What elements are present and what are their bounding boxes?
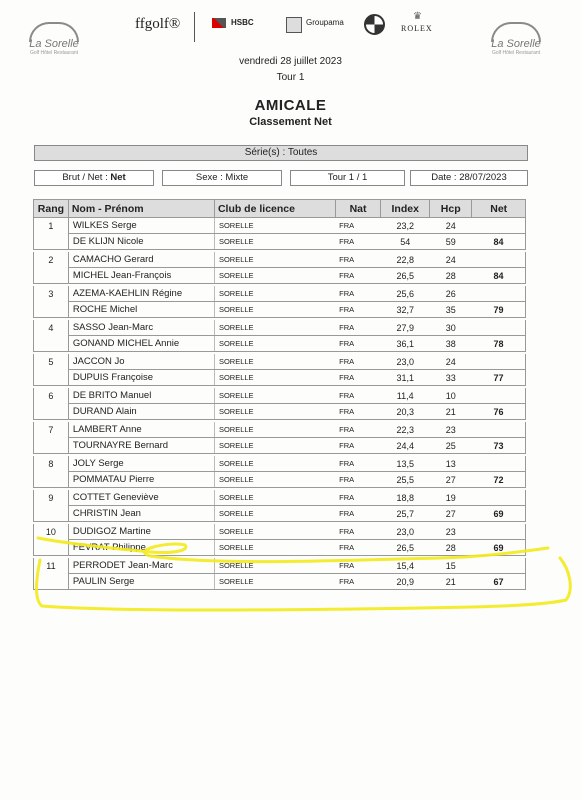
net-cell — [472, 320, 526, 336]
net-cell — [472, 218, 526, 234]
table-row — [34, 456, 526, 472]
rang-cell — [34, 438, 69, 454]
rang-cell — [34, 302, 69, 318]
hcp-cell: 59 — [430, 234, 472, 250]
club-cell: SORELLE — [214, 234, 335, 250]
table-row — [34, 472, 526, 488]
rang-cell — [34, 370, 69, 386]
index-cell: 23,0 — [381, 354, 430, 370]
table-row — [34, 218, 526, 234]
groupama-logo: Groupama — [306, 18, 344, 27]
index-cell: 18,8 — [381, 490, 430, 506]
nat-cell: FRA — [335, 472, 381, 488]
index-cell: 24,4 — [381, 438, 430, 454]
results-table — [33, 199, 526, 590]
index-cell: 26,5 — [381, 540, 430, 556]
net-cell: 84 — [472, 234, 526, 250]
table-row — [34, 354, 526, 370]
date-box: Date : 28/07/2023 — [410, 170, 528, 186]
club-cell: SORELLE — [214, 490, 335, 506]
net-cell — [472, 524, 526, 540]
player-name: POMMATAU Pierre — [68, 472, 214, 488]
index-cell: 23,2 — [381, 218, 430, 234]
player-name: DE BRITO Manuel — [68, 388, 214, 404]
index-cell: 32,7 — [381, 302, 430, 318]
nat-cell: FRA — [335, 438, 381, 454]
table-row — [34, 490, 526, 506]
competition-date: vendredi 28 juillet 2023 — [239, 56, 342, 67]
nat-cell: FRA — [335, 574, 381, 590]
net-cell: 77 — [472, 370, 526, 386]
rang-cell: 3 — [34, 286, 69, 302]
logo-left-sub: Golf Hôtel Restaurant — [29, 50, 79, 56]
club-cell: SORELLE — [214, 336, 335, 352]
nat-cell: FRA — [335, 490, 381, 506]
hcp-cell: 35 — [430, 302, 472, 318]
brut-net-value: Net — [110, 172, 126, 183]
club-cell: SORELLE — [214, 354, 335, 370]
table-row — [34, 286, 526, 302]
index-cell: 25,5 — [381, 472, 430, 488]
net-cell: 84 — [472, 268, 526, 284]
nat-cell: FRA — [335, 540, 381, 556]
net-cell — [472, 388, 526, 404]
table-row — [34, 234, 526, 250]
index-cell: 25,6 — [381, 286, 430, 302]
table-row — [34, 336, 526, 352]
hcp-cell: 21 — [430, 574, 472, 590]
rang-cell — [34, 268, 69, 284]
index-cell: 20,9 — [381, 574, 430, 590]
club-cell: SORELLE — [214, 456, 335, 472]
table-row — [34, 422, 526, 438]
series-bar: Série(s) : Toutes — [34, 145, 528, 161]
rang-cell — [34, 336, 69, 352]
net-cell: 67 — [472, 574, 526, 590]
net-cell: 73 — [472, 438, 526, 454]
header-hcp: Hcp — [430, 200, 472, 218]
club-cell: SORELLE — [214, 302, 335, 318]
header-nom: Nom - Prénom — [68, 200, 214, 218]
rolex-logo: ROLEX — [401, 24, 433, 33]
rang-cell — [34, 540, 69, 556]
hcp-cell: 28 — [430, 540, 472, 556]
player-name: SASSO Jean-Marc — [68, 320, 214, 336]
page-subtitle: Classement Net — [249, 116, 332, 128]
hcp-cell: 21 — [430, 404, 472, 420]
rang-cell — [34, 506, 69, 522]
rang-cell — [34, 234, 69, 250]
player-name: COTTET Geneviève — [68, 490, 214, 506]
club-cell: SORELLE — [214, 286, 335, 302]
hcp-cell: 38 — [430, 336, 472, 352]
club-cell: SORELLE — [214, 404, 335, 420]
club-cell: SORELLE — [214, 388, 335, 404]
table-row — [34, 302, 526, 318]
page-title: AMICALE — [254, 97, 327, 114]
rang-cell: 1 — [34, 218, 69, 234]
player-name: CAMACHO Gerard — [68, 252, 214, 268]
rang-cell: 5 — [34, 354, 69, 370]
club-cell: SORELLE — [214, 540, 335, 556]
table-row — [34, 388, 526, 404]
net-cell: 76 — [472, 404, 526, 420]
table-row — [34, 404, 526, 420]
rang-cell: 4 — [34, 320, 69, 336]
table-row — [34, 558, 526, 574]
table-row — [34, 438, 526, 454]
hcp-cell: 10 — [430, 388, 472, 404]
table-row — [34, 540, 526, 556]
hcp-cell: 15 — [430, 558, 472, 574]
player-name: MICHEL Jean-François — [68, 268, 214, 284]
hcp-cell: 23 — [430, 524, 472, 540]
header-nat: Nat — [335, 200, 381, 218]
nat-cell: FRA — [335, 268, 381, 284]
table-header-row — [34, 200, 526, 218]
nat-cell: FRA — [335, 286, 381, 302]
hcp-cell: 19 — [430, 490, 472, 506]
nat-cell: FRA — [335, 320, 381, 336]
sponsor-divider — [194, 12, 195, 42]
rang-cell — [34, 574, 69, 590]
club-cell: SORELLE — [214, 472, 335, 488]
index-cell: 54 — [381, 234, 430, 250]
header-rang: Rang — [34, 200, 69, 218]
club-cell: SORELLE — [214, 506, 335, 522]
club-cell: SORELLE — [214, 558, 335, 574]
index-cell: 20,3 — [381, 404, 430, 420]
rang-cell: 8 — [34, 456, 69, 472]
nat-cell: FRA — [335, 422, 381, 438]
nat-cell: FRA — [335, 302, 381, 318]
player-name: DURAND Alain — [68, 404, 214, 420]
nat-cell: FRA — [335, 354, 381, 370]
nat-cell: FRA — [335, 456, 381, 472]
hsbc-hexagon-icon — [212, 18, 226, 28]
rang-cell: 11 — [34, 558, 69, 574]
net-cell: 79 — [472, 302, 526, 318]
index-cell: 13,5 — [381, 456, 430, 472]
hcp-cell: 13 — [430, 456, 472, 472]
hcp-cell: 24 — [430, 218, 472, 234]
player-name: DUDIGOZ Martine — [68, 524, 214, 540]
groupama-icon — [286, 17, 302, 33]
net-cell — [472, 422, 526, 438]
index-cell: 22,8 — [381, 252, 430, 268]
index-cell: 22,3 — [381, 422, 430, 438]
hcp-cell: 28 — [430, 268, 472, 284]
nat-cell: FRA — [335, 218, 381, 234]
player-name: JOLY Serge — [68, 456, 214, 472]
ffgolf-logo: ffgolf® — [135, 16, 181, 32]
hcp-cell: 30 — [430, 320, 472, 336]
round-label: Tour 1 — [276, 72, 305, 83]
net-cell: 72 — [472, 472, 526, 488]
club-cell: SORELLE — [214, 574, 335, 590]
player-name: GONAND MICHEL Annie — [68, 336, 214, 352]
player-name: LAMBERT Anne — [68, 422, 214, 438]
player-name: TOURNAYRE Bernard — [68, 438, 214, 454]
table-row — [34, 252, 526, 268]
header-index: Index — [381, 200, 430, 218]
index-cell: 27,9 — [381, 320, 430, 336]
table-row — [34, 320, 526, 336]
hcp-cell: 24 — [430, 252, 472, 268]
nat-cell: FRA — [335, 370, 381, 386]
rang-cell: 7 — [34, 422, 69, 438]
player-name: ROCHE Michel — [68, 302, 214, 318]
nat-cell: FRA — [335, 404, 381, 420]
index-cell: 11,4 — [381, 388, 430, 404]
club-cell: SORELLE — [214, 218, 335, 234]
index-cell: 26,5 — [381, 268, 430, 284]
player-name: DE KLIJN Nicole — [68, 234, 214, 250]
player-name: PERRODET Jean-Marc — [68, 558, 214, 574]
hcp-cell: 26 — [430, 286, 472, 302]
rang-cell — [34, 404, 69, 420]
table-row — [34, 370, 526, 386]
net-cell — [472, 252, 526, 268]
nat-cell: FRA — [335, 558, 381, 574]
hcp-cell: 27 — [430, 472, 472, 488]
hcp-cell: 23 — [430, 422, 472, 438]
table-row — [34, 268, 526, 284]
header-club: Club de licence — [214, 200, 335, 218]
table-row — [34, 506, 526, 522]
player-name: PAULIN Serge — [68, 574, 214, 590]
logo-right-name: La Sorelle — [491, 38, 541, 50]
index-cell: 31,1 — [381, 370, 430, 386]
index-cell: 15,4 — [381, 558, 430, 574]
net-cell: 69 — [472, 506, 526, 522]
hsbc-logo: HSBC — [231, 18, 254, 27]
nat-cell: FRA — [335, 388, 381, 404]
index-cell: 36,1 — [381, 336, 430, 352]
player-name: FEVRAT Philippe — [68, 540, 214, 556]
brut-net-box — [34, 170, 154, 186]
rang-cell — [34, 472, 69, 488]
net-cell — [472, 354, 526, 370]
net-cell: 78 — [472, 336, 526, 352]
player-name: WILKES Serge — [68, 218, 214, 234]
bmw-logo-icon — [364, 14, 385, 35]
rang-cell: 2 — [34, 252, 69, 268]
net-cell — [472, 456, 526, 472]
logo-right-sub: Golf Hôtel Restaurant — [491, 50, 541, 56]
brut-net-label: Brut / Net : — [62, 172, 108, 183]
tour-box: Tour 1 / 1 — [290, 170, 405, 186]
logo-left-name: La Sorelle — [29, 38, 79, 50]
nat-cell: FRA — [335, 234, 381, 250]
rang-cell: 10 — [34, 524, 69, 540]
hcp-cell: 24 — [430, 354, 472, 370]
nat-cell: FRA — [335, 524, 381, 540]
net-cell — [472, 558, 526, 574]
hcp-cell: 25 — [430, 438, 472, 454]
club-cell: SORELLE — [214, 252, 335, 268]
club-cell: SORELLE — [214, 268, 335, 284]
nat-cell: FRA — [335, 336, 381, 352]
nat-cell: FRA — [335, 506, 381, 522]
hcp-cell: 33 — [430, 370, 472, 386]
table-row — [34, 574, 526, 590]
club-cell: SORELLE — [214, 524, 335, 540]
player-name: CHRISTIN Jean — [68, 506, 214, 522]
club-cell: SORELLE — [214, 422, 335, 438]
club-cell: SORELLE — [214, 370, 335, 386]
header-net: Net — [472, 200, 526, 218]
player-name: DUPUIS Françoise — [68, 370, 214, 386]
club-cell: SORELLE — [214, 438, 335, 454]
index-cell: 23,0 — [381, 524, 430, 540]
rolex-crown-icon: ♛ — [413, 11, 422, 22]
club-cell: SORELLE — [214, 320, 335, 336]
sexe-box: Sexe : Mixte — [162, 170, 282, 186]
rang-cell: 9 — [34, 490, 69, 506]
player-name: JACCON Jo — [68, 354, 214, 370]
net-cell — [472, 286, 526, 302]
player-name: AZEMA-KAEHLIN Régine — [68, 286, 214, 302]
hcp-cell: 27 — [430, 506, 472, 522]
index-cell: 25,7 — [381, 506, 430, 522]
net-cell: 69 — [472, 540, 526, 556]
rang-cell: 6 — [34, 388, 69, 404]
table-row — [34, 524, 526, 540]
net-cell — [472, 490, 526, 506]
nat-cell: FRA — [335, 252, 381, 268]
